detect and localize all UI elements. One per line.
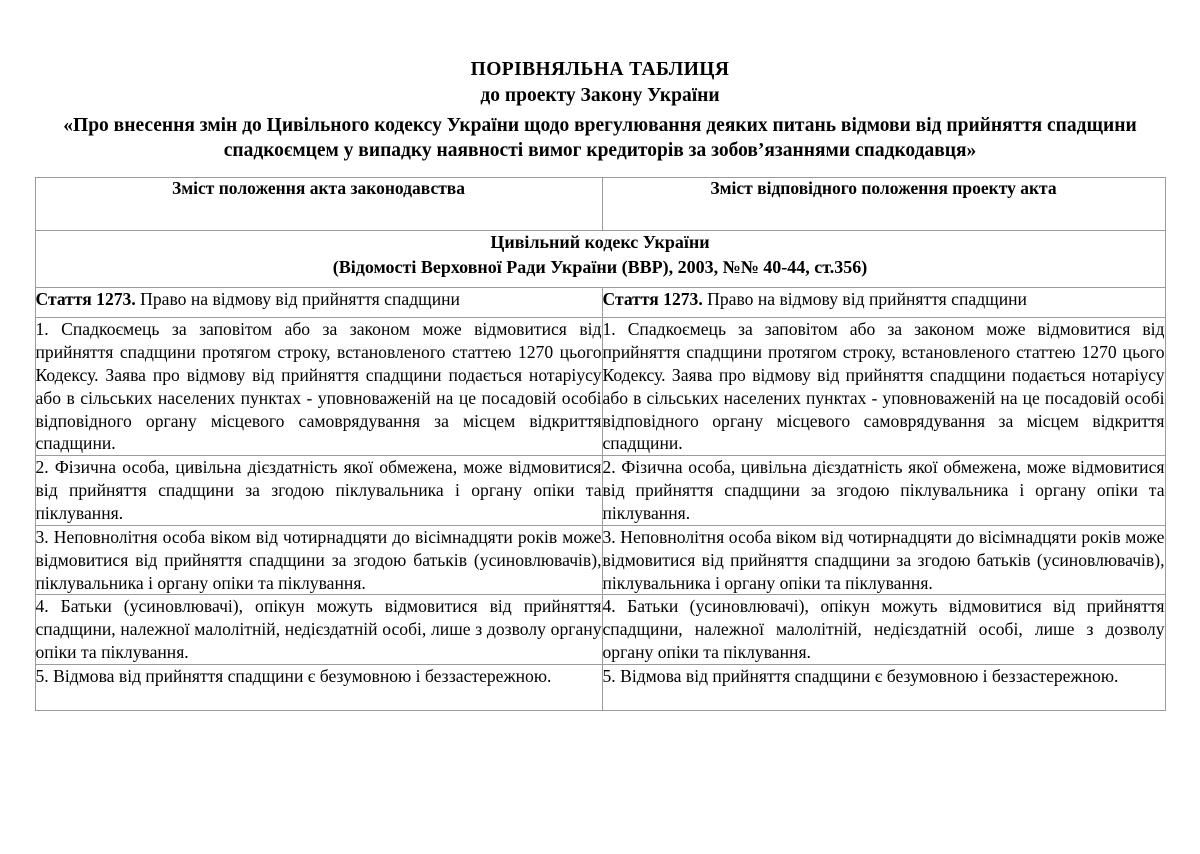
- table-header-cell-draft: [602, 178, 1165, 231]
- paragraph-text: 1. Спадкоємець за заповітом або за законом може відмовитися від прийняття спадщини протягом строку, встановленого статтею 1270 цього Кодексу. Заява про відмову від прийняття спадщини подається нотаріусу або в сільських населених пунктах - уповноваженій на це посадовій особі відповідного органу місцевого самоврядування за місцем відкриття спадщини.: [602, 319, 1165, 454]
- paragraph-text: 2. Фізична особа, цивільна дієздатність якої обмежена, може відмовитися від прийняття спадщини за згодою піклувальника і органу опіки та піклування.: [602, 457, 1165, 523]
- paragraph-text: 3. Неповнолітня особа віком від чотирнадцяти до вісімнадцяти років може відмовитися від прийняття спадщини за згодою батьків (усиновлювачів), піклувальника і органу опіки та піклування.: [602, 526, 1165, 593]
- act-title-cell: [35, 231, 1165, 288]
- article-heading-cell-existing: [35, 288, 602, 318]
- paragraph-5-cell-draft: [602, 664, 1165, 710]
- article-number-draft: Стаття 1273.: [602, 289, 703, 310]
- paragraph-text: 4. Батьки (усиновлювачі), опікун можуть відмовитися від прийняття спадщини, належної малолітній, недієздатній особі, лише з дозволу органу опіки та піклування.: [35, 596, 602, 663]
- paragraph-1-cell-draft: [602, 318, 1165, 456]
- paragraph-4-cell-existing: [35, 595, 602, 665]
- paragraph-3-cell-existing: [35, 525, 602, 595]
- table-row: [35, 318, 1165, 456]
- table-row: [35, 664, 1165, 710]
- table-row: [35, 595, 1165, 665]
- document-title-block: [0, 0, 1200, 164]
- document-subtitle: до проекту Закону України: [480, 85, 720, 107]
- column-header-draft-label: Зміст відповідного положення проекту акта: [710, 178, 1057, 199]
- paragraph-text: 4. Батьки (усиновлювачі), опікун можуть відмовитися від прийняття спадщини, належної малолітній, недієздатній особі, лише з дозволу органу опіки та піклування.: [602, 596, 1165, 663]
- draft-law-name: «Про внесення змін до Цивільного кодексу України щодо врегулювання деяких питань відмови від прийняття спадщини спадкоємцем у випадку наявності вимог кредиторів за зобов’язаннями спадкодавця»: [63, 114, 1137, 162]
- act-reference-label: (Відомості Верховної Ради України (ВВР), 2003, №№ 40-44, ст.356): [332, 257, 868, 278]
- paragraph-2-cell-draft: [602, 456, 1165, 526]
- paragraph-text: 1. Спадкоємець за заповітом або за законом може відмовитися від прийняття спадщини протягом строку, встановленого статтею 1270 цього Кодексу. Заява про відмову від прийняття спадщини подається нотаріусу або в сільських населених пунктах - уповноваженій на це посадовій особі відповідного органу місцевого самоврядування за місцем відкриття спадщини.: [35, 319, 602, 454]
- article-heading-cell-draft: [602, 288, 1165, 318]
- paragraph-3-cell-draft: [602, 525, 1165, 595]
- paragraph-4-cell-draft: [602, 595, 1165, 665]
- article-number-existing: Стаття 1273.: [35, 289, 136, 310]
- article-title-draft: Право на відмову від прийняття спадщини: [702, 289, 1027, 310]
- table-row: [35, 288, 1165, 318]
- paragraph-text: 5. Відмова від прийняття спадщини є безумовною і беззастережною.: [35, 665, 552, 686]
- paragraph-text: 2. Фізична особа, цивільна дієздатність якої обмежена, може відмовитися від прийняття спадщини за згодою піклувальника і органу опіки та піклування.: [35, 457, 602, 523]
- comparison-table: [35, 177, 1166, 711]
- paragraph-1-cell-existing: [35, 318, 602, 456]
- table-row: [35, 525, 1165, 595]
- paragraph-text: 5. Відмова від прийняття спадщини є безумовною і беззастережною.: [602, 665, 1119, 686]
- table-header-row: [35, 178, 1165, 231]
- article-heading-existing: [36, 288, 602, 311]
- page-title: ПОРІВНЯЛЬНА ТАБЛИЦЯ: [470, 59, 730, 80]
- act-title-row: [35, 231, 1165, 288]
- column-header-existing-label: Зміст положення акта законодавства: [171, 178, 466, 199]
- paragraph-2-cell-existing: [35, 456, 602, 526]
- paragraph-text: 3. Неповнолітня особа віком від чотирнадцяти до вісімнадцяти років може відмовитися від прийняття спадщини за згодою батьків (усиновлювачів), піклувальника і органу опіки та піклування.: [35, 526, 602, 593]
- article-title-existing: Право на відмову від прийняття спадщини: [135, 289, 460, 310]
- table-header-cell-existing: [35, 178, 602, 231]
- act-name-label: Цивільний кодекс України: [490, 232, 710, 253]
- paragraph-5-cell-existing: [35, 664, 602, 710]
- article-heading-draft: [603, 288, 1165, 311]
- table-row: [35, 456, 1165, 526]
